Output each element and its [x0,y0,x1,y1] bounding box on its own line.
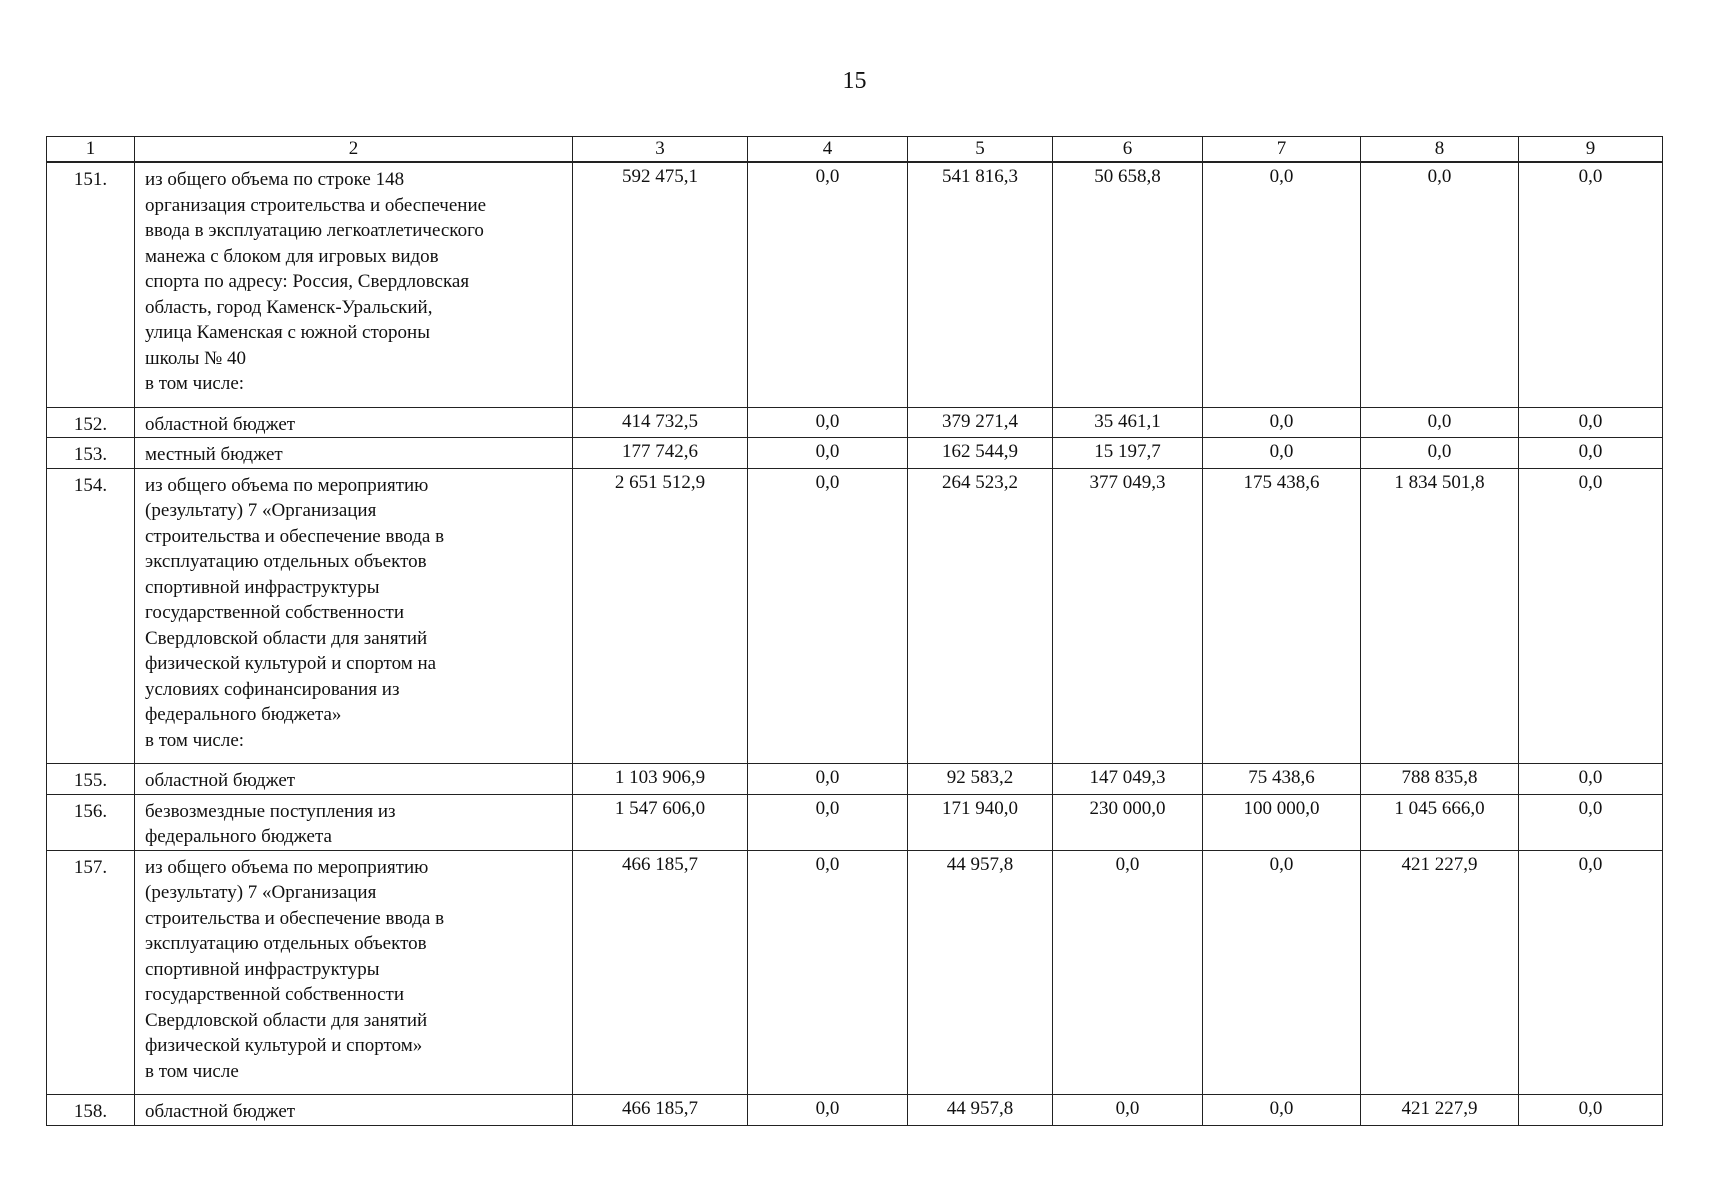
table-row [47,850,1663,1095]
row-number: 155. [47,764,135,795]
table-row [47,468,1663,764]
row-description: областной бюджет [135,764,573,795]
cell-col7: 0,0 [1203,407,1361,438]
page-number: 15 [842,68,867,94]
cell-col3: 2 651 512,9 [573,468,748,764]
cell-col6: 377 049,3 [1053,468,1203,764]
cell-col4: 0,0 [748,438,908,469]
column-header: 2 [135,137,573,163]
cell-col6: 230 000,0 [1053,794,1203,850]
cell-col6: 0,0 [1053,850,1203,1095]
cell-col3: 1 547 606,0 [573,794,748,850]
cell-col3: 177 742,6 [573,438,748,469]
cell-col8: 788 835,8 [1361,764,1519,795]
row-number: 154. [47,468,135,764]
row-description: из общего объема по строке 148 организация строительства и обеспечение ввода в эксплуатацию легкоатлетического манежа с блоком для игровых видов спорта по адресу: Россия, Свердловская область, город Каменск-Уральский, улица Каменская с южной стороны школы № 40 в том числе: [135,162,573,407]
cell-col4: 0,0 [748,850,908,1095]
cell-col9: 0,0 [1519,850,1663,1095]
row-number: 152. [47,407,135,438]
row-number: 151. [47,162,135,407]
table-row [47,794,1663,850]
table-header [47,137,1663,163]
row-number: 158. [47,1095,135,1126]
cell-col8: 1 834 501,8 [1361,468,1519,764]
cell-col7: 100 000,0 [1203,794,1361,850]
column-header: 1 [47,137,135,163]
cell-col5: 162 544,9 [908,438,1053,469]
cell-col4: 0,0 [748,1095,908,1126]
cell-col5: 44 957,8 [908,1095,1053,1126]
cell-col4: 0,0 [748,794,908,850]
column-header: 9 [1519,137,1663,163]
table-row [47,764,1663,795]
cell-col7: 0,0 [1203,850,1361,1095]
column-header: 4 [748,137,908,163]
column-header: 6 [1053,137,1203,163]
cell-col3: 466 185,7 [573,1095,748,1126]
cell-col5: 379 271,4 [908,407,1053,438]
cell-col9: 0,0 [1519,764,1663,795]
cell-col8: 0,0 [1361,438,1519,469]
cell-col6: 50 658,8 [1053,162,1203,407]
row-description: из общего объема по мероприятию (результату) 7 «Организация строительства и обеспечение ввода в эксплуатацию отдельных объектов спортивной инфраструктуры государственной собственности Свердловской области для занятий физической культурой и спортом на условиях софинансирования из федерального бюджета» в том числе: [135,468,573,764]
table-row [47,1095,1663,1126]
cell-col4: 0,0 [748,162,908,407]
cell-col5: 92 583,2 [908,764,1053,795]
cell-col9: 0,0 [1519,794,1663,850]
cell-col9: 0,0 [1519,407,1663,438]
cell-col5: 171 940,0 [908,794,1053,850]
row-number: 153. [47,438,135,469]
cell-col8: 421 227,9 [1361,1095,1519,1126]
budget-table [46,136,1663,1126]
cell-col7: 0,0 [1203,438,1361,469]
cell-col4: 0,0 [748,407,908,438]
row-description: областной бюджет [135,1095,573,1126]
cell-col6: 147 049,3 [1053,764,1203,795]
column-header: 5 [908,137,1053,163]
cell-col7: 0,0 [1203,162,1361,407]
cell-col7: 175 438,6 [1203,468,1361,764]
row-description: областной бюджет [135,407,573,438]
column-header: 3 [573,137,748,163]
cell-col8: 1 045 666,0 [1361,794,1519,850]
cell-col8: 0,0 [1361,407,1519,438]
row-description: безвозмездные поступления из федерального бюджета [135,794,573,850]
cell-col3: 466 185,7 [573,850,748,1095]
cell-col5: 44 957,8 [908,850,1053,1095]
row-number: 156. [47,794,135,850]
column-header: 8 [1361,137,1519,163]
cell-col9: 0,0 [1519,468,1663,764]
cell-col9: 0,0 [1519,438,1663,469]
cell-col4: 0,0 [748,468,908,764]
cell-col3: 1 103 906,9 [573,764,748,795]
cell-col6: 0,0 [1053,1095,1203,1126]
cell-col5: 264 523,2 [908,468,1053,764]
row-description: из общего объема по мероприятию (результату) 7 «Организация строительства и обеспечение ввода в эксплуатацию отдельных объектов спортивной инфраструктуры государственной собственности Свердловской области для занятий физической культурой и спортом» в том числе [135,850,573,1095]
table-row [47,407,1663,438]
cell-col3: 592 475,1 [573,162,748,407]
row-description: местный бюджет [135,438,573,469]
cell-col9: 0,0 [1519,162,1663,407]
cell-col4: 0,0 [748,764,908,795]
table-body [47,162,1663,1125]
cell-col7: 0,0 [1203,1095,1361,1126]
cell-col3: 414 732,5 [573,407,748,438]
cell-col6: 35 461,1 [1053,407,1203,438]
cell-col8: 0,0 [1361,162,1519,407]
cell-col7: 75 438,6 [1203,764,1361,795]
cell-col6: 15 197,7 [1053,438,1203,469]
table-row [47,438,1663,469]
header-row [47,137,1663,163]
table-row [47,162,1663,407]
cell-col5: 541 816,3 [908,162,1053,407]
column-header: 7 [1203,137,1361,163]
cell-col9: 0,0 [1519,1095,1663,1126]
cell-col8: 421 227,9 [1361,850,1519,1095]
row-number: 157. [47,850,135,1095]
